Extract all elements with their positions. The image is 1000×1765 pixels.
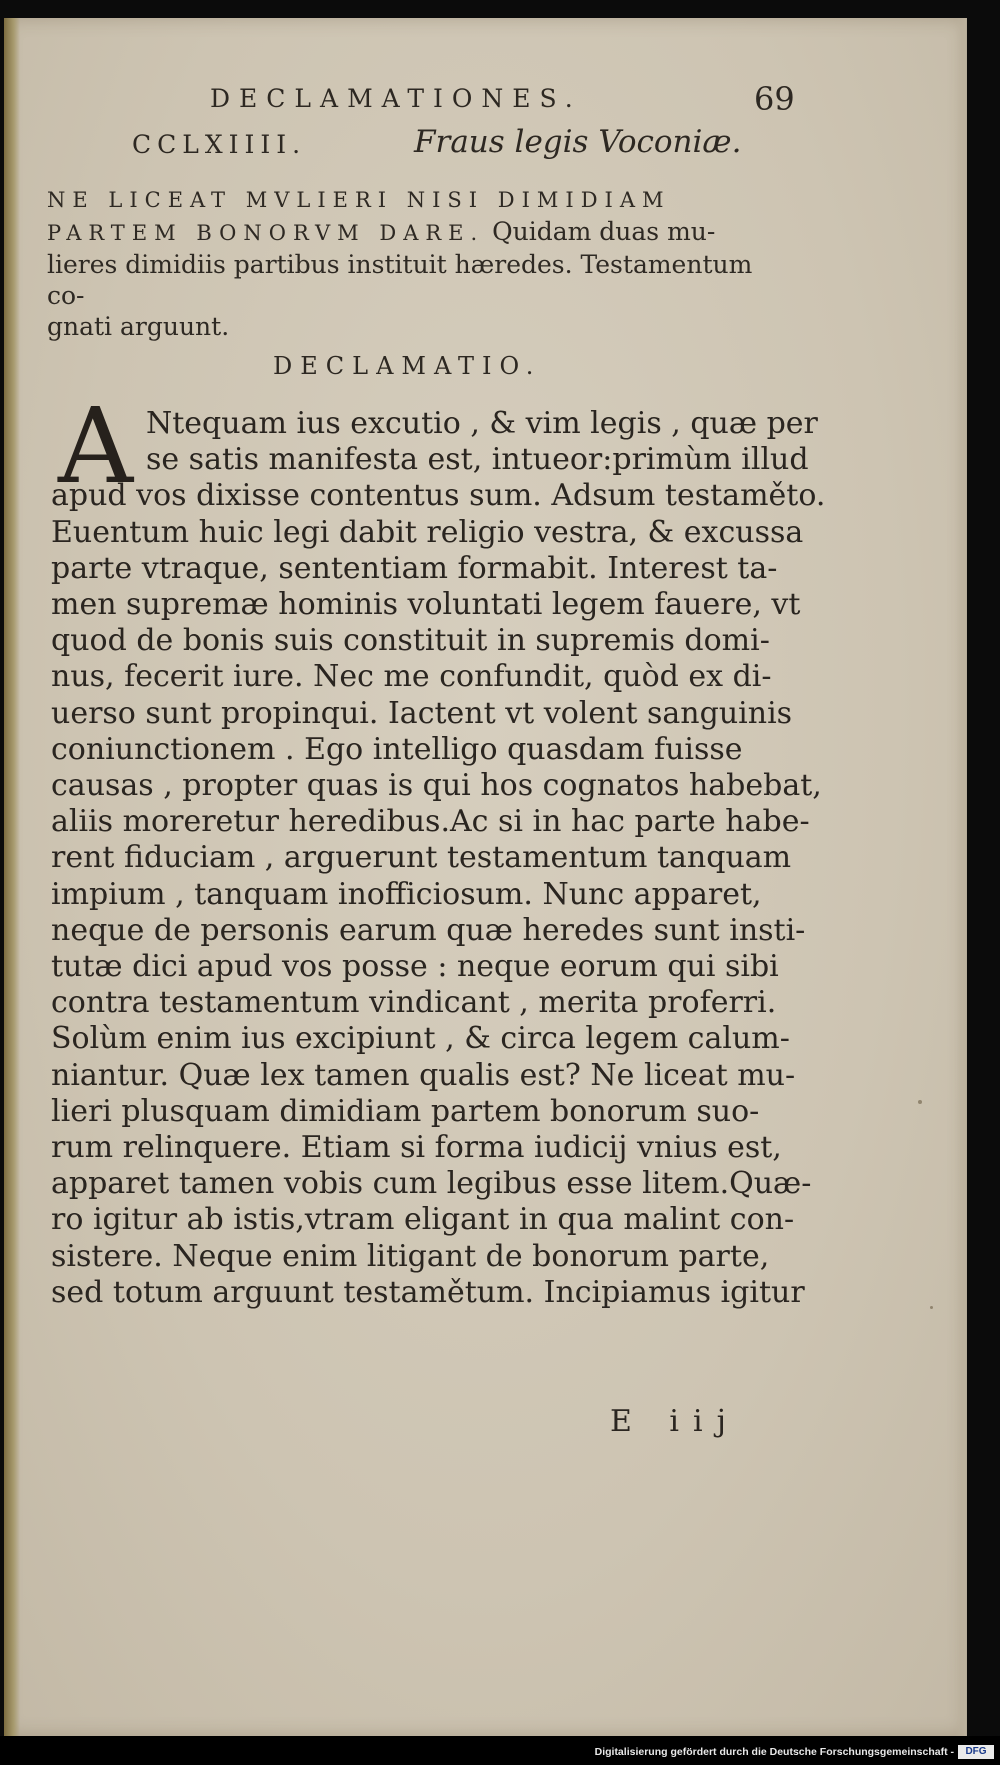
body-line: lieri plusquam dimidiam partem bonorum suo- <box>51 1093 760 1129</box>
page-right-edge <box>955 18 967 1736</box>
body-line: uerso sunt propinqui. Iactent vt volent sanguinis <box>51 695 793 731</box>
body-line: neque de personis earum quæ heredes sunt insti- <box>51 912 806 948</box>
body-line: tutæ dici apud vos posse : neque eorum qui sibi <box>51 949 779 984</box>
body-line: parte vtraque, sententiam formabit. Interest ta- <box>51 550 778 586</box>
body-line: sistere. Neque enim litigant de bonorum parte, <box>51 1238 770 1274</box>
body-line: Euentum huic legi dabit religio vestra, & excussa <box>51 514 804 550</box>
argumentum-line <box>47 183 787 216</box>
body-line: rum relinquere. Etiam si forma iudicij vnius est, <box>51 1130 782 1165</box>
argumentum-caps: PARTEM BONORVM DARE. <box>47 221 485 245</box>
body-line: sed totum arguunt testamětum. Incipiamus igitur <box>51 1274 805 1310</box>
body-line: contra testamentum vindicant , merita proferri. <box>51 985 777 1021</box>
section-heading: DECLAMATIO. <box>273 352 542 380</box>
argumentum-line: lieres dimidiis partibus instituit hæredes. Testamentum co- <box>47 250 753 310</box>
body-line: se satis manifesta est, intueor:primùm illud <box>146 442 809 478</box>
argumentum-line: gnati arguunt. <box>47 312 230 341</box>
body-line: nus, fecerit iure. Nec me confundit, quòd ex di- <box>51 659 772 695</box>
page-gutter-shadow <box>4 18 20 1736</box>
body-line: Solùm enim ius excipiunt , & circa legem calum- <box>51 1021 790 1057</box>
argumentum-block <box>47 183 787 342</box>
body-line: niantur. Quæ lex tamen qualis est? Ne liceat mu- <box>51 1057 796 1093</box>
argumentum-line <box>47 216 787 249</box>
page-number: 69 <box>754 80 795 118</box>
body-line: ro igitur ab istis,vtram eligant in qua malint con- <box>51 1202 795 1238</box>
drop-cap: A <box>58 385 134 507</box>
declamation-title: Fraus legis Voconiæ. <box>414 124 742 160</box>
declamation-number: CCLXIIII. <box>132 130 307 159</box>
running-head: DECLAMATIONES. <box>210 84 582 113</box>
argumentum-text: Quidam duas mu- <box>484 217 716 246</box>
body-line: causas , propter quas is qui hos cognatos habebat, <box>51 768 822 803</box>
body-line: apparet tamen vobis cum legibus esse litem.Quæ- <box>51 1166 812 1202</box>
dfg-logo: DFG <box>958 1745 994 1759</box>
body-line: apud vos dixisse contentus sum. Adsum testaměto. <box>51 478 826 514</box>
body-line: quod de bonis suis constituit in supremis domi- <box>51 623 770 659</box>
argumentum-caps: NE LICEAT MVLIERI NISI DIMIDIAM <box>47 188 671 212</box>
signature-mark: E iij <box>610 1404 740 1439</box>
body-line: aliis moreretur heredibus.Ac si in hac parte habe- <box>51 804 810 840</box>
body-line: rent fiduciam , arguerunt testamentum tanquam <box>51 840 792 876</box>
body-line: men supremæ hominis voluntati legem fauere, vt <box>51 587 801 622</box>
paper-spot <box>918 1100 922 1104</box>
body-line: impium , tanquam inofficiosum. Nunc apparet, <box>51 876 762 912</box>
digitization-credit: Digitalisierung gefördert durch die Deutsche Forschungsgemeinschaft - <box>594 1746 954 1758</box>
paper-spot <box>930 1306 933 1309</box>
body-line: coniunctionem . Ego intelligo quasdam fuisse <box>51 731 743 767</box>
body-line: Ntequam ius excutio , & vim legis , quæ per <box>146 406 818 441</box>
